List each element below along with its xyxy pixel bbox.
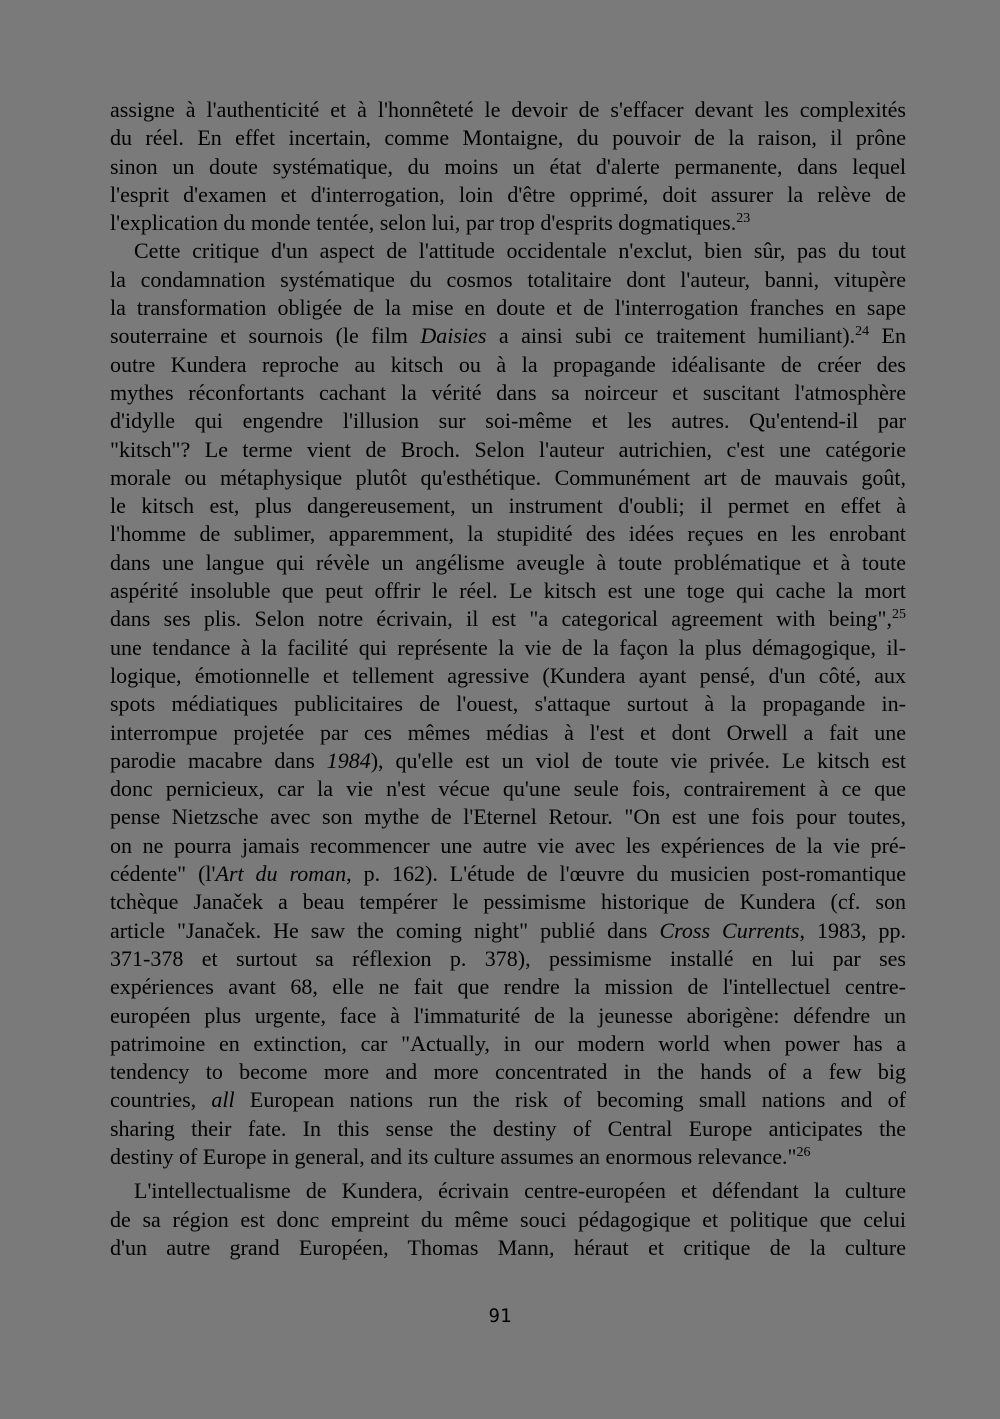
text-line	[110, 945, 906, 973]
text-run: de sa région est donc empreint du même souci pédagogique et politique que celui	[110, 1206, 906, 1232]
text-line	[110, 237, 906, 265]
text-run: dans ses plis. Selon notre écrivain, il est "a categorical agreement with being",	[110, 606, 892, 632]
text-run: d'un autre grand Européen, Thomas Mann, héraut et critique de la culture	[110, 1234, 906, 1260]
italic-title: Daisies	[420, 323, 487, 349]
text-run: aspérité insoluble que peut offrir le réel. Le kitsch est une toge qui cache la mort	[110, 578, 906, 604]
text-run: , 1983, pp.	[799, 917, 907, 943]
text-run: l'explication du monde tentée, selon lui, par trop d'esprits dogmatiques.	[110, 210, 737, 236]
text-line	[110, 294, 906, 322]
text-run: l'esprit d'examen et d'interrogation, loin d'être opprimé, doit assurer la relève de	[110, 181, 906, 207]
text-line	[110, 322, 906, 350]
text-run: on ne pourra jamais recommencer une autre vie avec les expériences de la vie pré-	[110, 832, 906, 858]
text-line	[110, 605, 906, 633]
text-run: patrimoine en extinction, car "Actually, in our modern world when power has a	[110, 1030, 906, 1056]
text-run: parodie macabre dans	[110, 747, 327, 773]
footnote-ref: 23	[736, 211, 751, 227]
text-run: outre Kundera reproche au kitsch ou à la propagande idéalisante de créer des	[110, 351, 906, 377]
text-run: sinon un doute systématique, du moins un état d'alerte permanente, dans lequel	[110, 153, 906, 179]
text-run: spots médiatiques publicitaires de l'ouest, s'attaque surtout à la propagande in-	[110, 691, 906, 717]
paragraph	[110, 237, 906, 1171]
text-line	[110, 464, 906, 492]
text-line	[110, 634, 906, 662]
text-line	[110, 860, 906, 888]
text-run: d'idylle qui engendre l'illusion sur soi-même et les autres. Qu'entend-il par	[110, 408, 906, 434]
text-line	[110, 662, 906, 690]
paragraph	[110, 1177, 906, 1262]
text-run: européen plus urgente, face à l'immaturité de la jeunesse aborigène: défendre un	[110, 1002, 906, 1028]
text-line	[110, 719, 906, 747]
text-line	[110, 379, 906, 407]
text-run: ), qu'elle est un viol de toute vie privée. Le kitsch est	[370, 747, 906, 773]
text-line	[110, 1206, 906, 1234]
text-run: la transformation obligée de la mise en doute et de l'interrogation franches en sape	[110, 295, 906, 321]
footnote-ref: 26	[796, 1144, 811, 1160]
text-line	[110, 1002, 906, 1030]
italic-title: Art du roman	[215, 861, 347, 887]
text-run: , p. 162). L'étude de l'œuvre du musicien post-romantique	[346, 861, 906, 887]
text-run: article "Janaček. He saw the coming night" publié dans	[110, 917, 660, 943]
footnote-ref: 24	[855, 324, 870, 340]
text-run: la condamnation systématique du cosmos totalitaire dont l'auteur, banni, vitupère	[110, 266, 906, 292]
text-run: tchèque Janaček a beau tempérer le pessimisme historique de Kundera (cf. son	[110, 889, 906, 915]
text-line	[110, 181, 906, 209]
text-line	[110, 153, 906, 181]
text-line	[110, 96, 906, 124]
text-run: tendency to become more and more concentrated in the hands of a few big	[110, 1059, 906, 1085]
page-number: 91	[488, 1305, 512, 1327]
text-line	[110, 803, 906, 831]
text-run: Cette critique d'un aspect de l'attitude occidentale n'exclut, bien sûr, pas du tout	[134, 238, 906, 264]
text-line	[110, 351, 906, 379]
italic-title: all	[211, 1087, 235, 1113]
text-run: En	[869, 323, 906, 349]
text-line	[110, 747, 906, 775]
text-run: European nations run the risk of becoming small nations and of	[234, 1087, 906, 1113]
paragraph	[110, 96, 906, 237]
text-line	[110, 1234, 906, 1262]
text-line	[110, 1030, 906, 1058]
text-line	[110, 124, 906, 152]
body-text	[110, 96, 906, 1262]
text-run: assigne à l'authenticité et à l'honnêteté le devoir de s'effacer devant les complexités	[110, 97, 906, 122]
text-line	[110, 690, 906, 718]
text-line	[110, 1086, 906, 1114]
text-run: L'intellectualisme de Kundera, écrivain centre-européen et défendant la culture	[134, 1178, 906, 1204]
text-line	[110, 888, 906, 916]
text-run: expériences avant 68, elle ne fait que rendre la mission de l'intellectuel centre-	[110, 974, 906, 1000]
text-line	[110, 1177, 906, 1205]
text-line	[110, 520, 906, 548]
text-run: countries,	[110, 1087, 212, 1113]
text-line	[110, 1058, 906, 1086]
text-run: l'homme de sublimer, apparemment, la stupidité des idées reçues en les enrobant	[110, 521, 906, 547]
text-line	[110, 577, 906, 605]
text-line	[110, 1115, 906, 1143]
text-line	[110, 775, 906, 803]
italic-title: 1984	[326, 747, 371, 773]
text-run: a ainsi subi ce traitement humiliant).	[486, 323, 856, 349]
text-run: du réel. En effet incertain, comme Montaigne, du pouvoir de la raison, il prône	[110, 125, 906, 151]
text-line	[110, 492, 906, 520]
text-run: souterraine et sournois (le film	[110, 323, 421, 349]
text-run: une tendance à la facilité qui représente la vie de la façon la plus démagogique, il-	[110, 634, 906, 660]
text-run: dans une langue qui révèle un angélisme aveugle à toute problématique et à toute	[110, 549, 906, 575]
text-line	[110, 832, 906, 860]
text-line	[110, 209, 906, 237]
text-run: interrompue projetée par ces mêmes médias à l'est et dont Orwell a fait une	[110, 719, 906, 745]
text-run: "kitsch"? Le terme vient de Broch. Selon l'auteur autrichien, c'est une catégorie	[110, 436, 906, 462]
text-run: mythes réconfortants cachant la vérité dans sa noirceur et suscitant l'atmosphère	[110, 379, 906, 405]
text-line	[110, 407, 906, 435]
text-line	[110, 917, 906, 945]
text-run: le kitsch est, plus dangereusement, un instrument d'oubli; il permet en effet à	[110, 493, 906, 519]
text-run: pense Nietzsche avec son mythe de l'Eternel Retour. "On est une fois pour toutes,	[110, 804, 906, 830]
text-line	[110, 1143, 906, 1171]
text-run: destiny of Europe in general, and its culture assumes an enormous relevance."	[110, 1143, 797, 1169]
text-run: cédente" (l'	[110, 861, 216, 887]
text-run: logique, émotionnelle et tellement agressive (Kundera ayant pensé, d'un côté, aux	[110, 662, 906, 688]
text-run: 371-378 et surtout sa réflexion p. 378), pessimisme installé en lui par ses	[110, 945, 906, 971]
text-line	[110, 973, 906, 1001]
text-line	[110, 436, 906, 464]
text-run: morale ou métaphysique plutôt qu'esthétique. Communément art de mauvais goût,	[110, 464, 906, 490]
text-line	[110, 549, 906, 577]
text-line	[110, 266, 906, 294]
text-run: sharing their fate. In this sense the destiny of Central Europe anticipates the	[110, 1115, 906, 1141]
italic-title: Cross Currents	[659, 917, 800, 943]
text-run: donc pernicieux, car la vie n'est vécue qu'une seule fois, contrairement à ce que	[110, 776, 906, 802]
footnote-ref: 25	[892, 607, 906, 623]
